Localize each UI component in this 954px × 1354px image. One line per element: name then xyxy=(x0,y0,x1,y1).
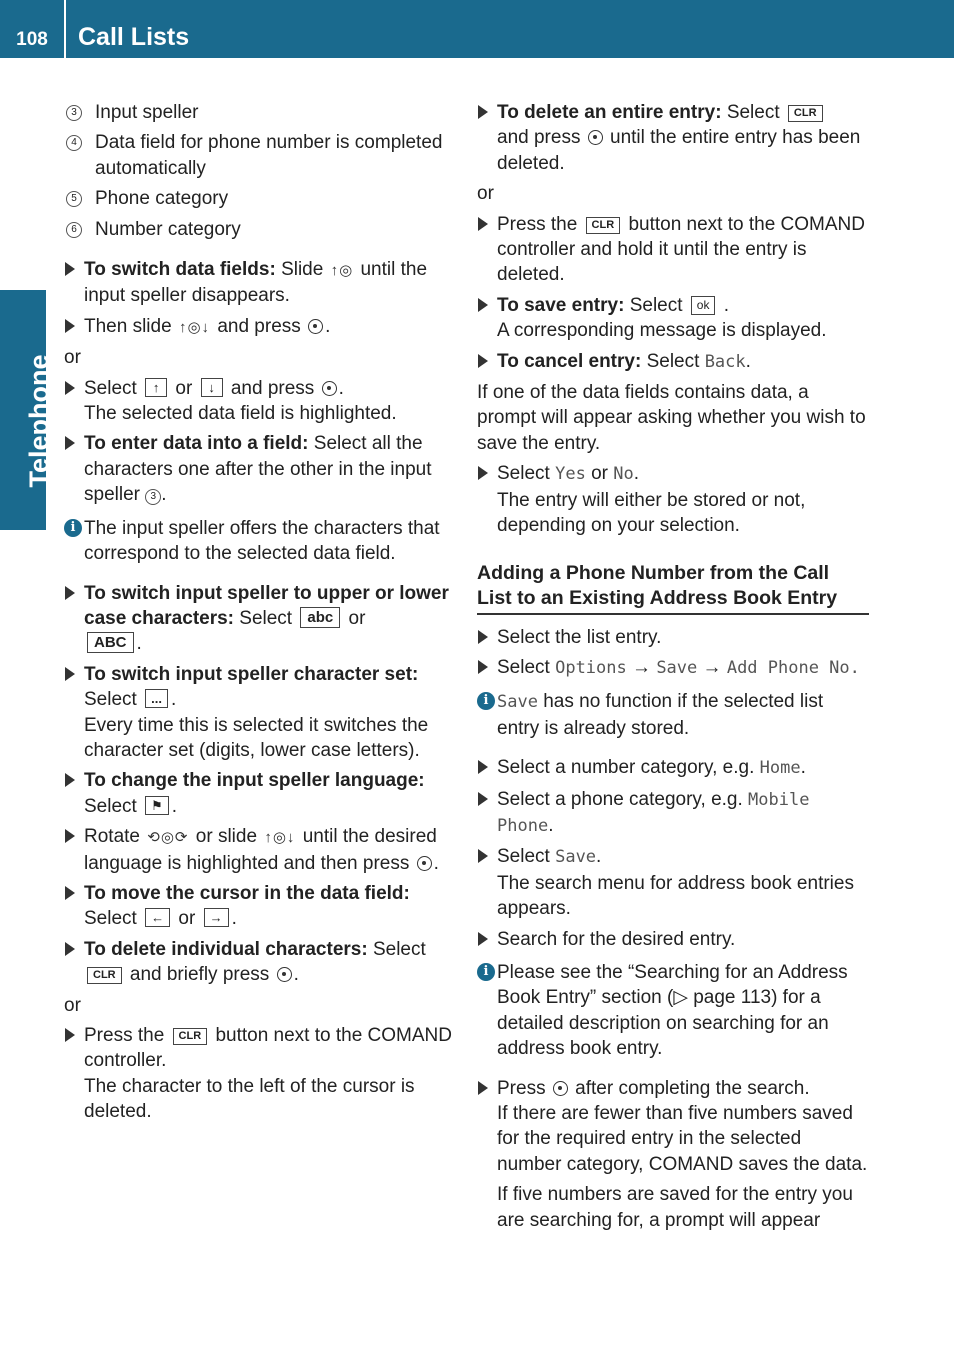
callout-number-icon: 3 xyxy=(66,105,82,121)
bullet-arrow-icon xyxy=(478,849,488,863)
controller-press-icon xyxy=(588,130,603,145)
arrow-left-key-icon: ← xyxy=(145,908,170,927)
uppercase-key: ABC xyxy=(87,632,134,653)
left-column xyxy=(64,100,456,1130)
legend-item: 6 Number category xyxy=(64,217,456,242)
arrow-up-key-icon: ↑ xyxy=(145,378,167,397)
or-text: or xyxy=(64,347,81,369)
instruction-item: To cancel entry: Select Back. xyxy=(477,349,869,375)
arrow-right-key-icon: → xyxy=(204,908,229,927)
bullet-arrow-icon xyxy=(65,829,75,843)
section-heading: Adding a Phone Number from the Call List to an Existing Address Book Entry xyxy=(477,561,869,615)
instruction-item: To change the input speller language: Select ⚑ . xyxy=(64,768,456,819)
info-note: i Save has no function if the selected list entry is already stored. xyxy=(477,689,869,741)
controller-slide-updown-icon: ↑◎↓ xyxy=(264,829,296,847)
instruction-item: Press after completing the search. If there are fewer than five numbers saved for the required entry in the selected number category, COMAND saves the data. If five numbers are saved for the entry you are searching for, a prompt will appear xyxy=(477,1076,869,1233)
bullet-arrow-icon xyxy=(478,630,488,644)
clr-key: CLR xyxy=(586,217,621,234)
bullet-arrow-icon xyxy=(478,660,488,674)
bullet-arrow-icon xyxy=(65,436,75,450)
page-number: 108 xyxy=(16,29,48,50)
instruction-item: Select Save. The search menu for address book entries appears. xyxy=(477,844,869,921)
instruction-item: Select Options → Save → Add Phone No. xyxy=(477,655,869,681)
instruction-item: Press the CLR button next to the COMAND controller. The character to the left of the cursor is deleted. xyxy=(64,1023,456,1125)
section-tab-label: Telephone xyxy=(24,354,54,488)
instruction-item: To delete individual characters: Select CLR and briefly press . xyxy=(64,937,456,988)
bullet-arrow-icon xyxy=(65,1028,75,1042)
instruction-item: Then slide ↑◎↓ and press . xyxy=(64,314,456,340)
bullet-arrow-icon xyxy=(478,932,488,946)
or-text: or xyxy=(64,994,81,1016)
info-icon: i xyxy=(477,963,495,981)
bullet-arrow-icon xyxy=(478,354,488,368)
bullet-arrow-icon xyxy=(478,217,488,231)
menu-item-add-phone-no: Add Phone No. xyxy=(726,657,860,678)
bullet-arrow-icon xyxy=(478,466,488,480)
instruction-item: To delete an entire entry: Select CLR and press until the entire entry has been deleted. xyxy=(477,100,869,176)
instruction-item: Select ↑ or ↓ and press . The selected data field is highlighted. xyxy=(64,376,456,427)
ok-key: ok xyxy=(691,296,716,315)
controller-press-icon xyxy=(553,1081,568,1096)
instruction-item: Select a phone category, e.g. Mobile Phone. xyxy=(477,787,869,840)
right-column xyxy=(477,100,869,1238)
bullet-arrow-icon xyxy=(65,942,75,956)
menu-item-yes: Yes xyxy=(555,464,586,485)
bullet-arrow-icon xyxy=(65,886,75,900)
clr-key: CLR xyxy=(173,1028,208,1045)
instruction-item: To save entry: Select ok . A corresponding message is displayed. xyxy=(477,293,869,344)
instruction-item: Search for the desired entry. xyxy=(477,927,869,952)
clr-key: CLR xyxy=(87,967,122,984)
info-note: i Please see the “Searching for an Address Book Entry” section (▷ page 113) for a detailed description on searching for an address book entry. xyxy=(477,960,869,1062)
menu-item-back: Back xyxy=(704,351,746,372)
bullet-arrow-icon xyxy=(478,105,488,119)
controller-press-icon xyxy=(417,856,432,871)
instruction-item: Rotate ⟲◎⟳ or slide ↑◎↓ until the desired language is highlighted and then press . xyxy=(64,824,456,876)
instruction-item: To switch data fields: Slide ↑◎ until the input speller disappears. xyxy=(64,257,456,309)
controller-slide-updown-icon: ↑◎↓ xyxy=(178,318,211,336)
bullet-arrow-icon xyxy=(65,262,75,276)
menu-item-save: Save xyxy=(656,657,698,678)
bullet-arrow-icon xyxy=(65,773,75,787)
menu-item-mobile-phone: Mobile Phone xyxy=(497,789,810,836)
controller-press-icon xyxy=(308,319,323,334)
instruction-item: Select a number category, e.g. Home. xyxy=(477,755,869,781)
menu-item-no: No xyxy=(613,464,634,485)
bullet-arrow-icon xyxy=(65,381,75,395)
bullet-arrow-icon xyxy=(478,298,488,312)
controller-slide-up-icon: ↑◎ xyxy=(330,262,354,280)
instruction-item: Select Yes or No. The entry will either be stored or not, depending on your selection. xyxy=(477,461,869,538)
instruction-item: Press the CLR button next to the COMAND controller and hold it until the entry is deleted. xyxy=(477,212,869,288)
bullet-arrow-icon xyxy=(478,792,488,806)
callout-number-icon: 6 xyxy=(66,222,82,238)
legend-item: 5 Phone category xyxy=(64,186,456,211)
instruction-item: Select the list entry. xyxy=(477,625,869,650)
controller-press-icon xyxy=(322,381,337,396)
bullet-arrow-icon xyxy=(478,760,488,774)
lowercase-key: abc xyxy=(300,607,340,628)
menu-item-save: Save xyxy=(555,847,597,868)
controller-press-icon xyxy=(277,967,292,982)
paragraph: If one of the data fields contains data, a prompt will appear asking whether you wish to save the entry. xyxy=(477,382,866,454)
menu-item-save: Save xyxy=(497,692,538,713)
flag-icon: ⚑ xyxy=(145,796,169,815)
arrow-down-key-icon: ↓ xyxy=(201,378,223,397)
callout-number-icon: 5 xyxy=(66,191,82,207)
page-title: Call Lists xyxy=(78,23,190,51)
menu-item-home: Home xyxy=(759,758,801,779)
clr-key: CLR xyxy=(788,105,823,122)
legend-item: 4 Data field for phone number is completed automatically xyxy=(64,130,456,181)
menu-item-options: Options xyxy=(555,657,627,678)
instruction-item: To enter data into a field: Select all the characters one after the other in the input speller 3 . xyxy=(64,431,456,507)
bullet-arrow-icon xyxy=(65,319,75,333)
page-header xyxy=(0,0,954,58)
or-text: or xyxy=(477,183,494,205)
header-divider xyxy=(64,0,66,58)
instruction-item: To switch input speller to upper or lower case characters: Select abc or ABC . xyxy=(64,581,456,657)
bullet-arrow-icon xyxy=(65,586,75,600)
controller-rotate-icon: ⟲◎⟳ xyxy=(147,829,189,847)
bullet-arrow-icon xyxy=(478,1081,488,1095)
callout-number-icon: 4 xyxy=(66,135,82,151)
legend-item: 3 Input speller xyxy=(64,100,456,125)
bullet-arrow-icon xyxy=(65,667,75,681)
instruction-item: To move the cursor in the data field: Select ← or → . xyxy=(64,881,456,932)
info-note: i The input speller offers the characters that correspond to the selected data field. xyxy=(64,516,456,567)
instruction-item: To switch input speller character set: Select ... . Every time this is selected it switches the character set (digits, lower case letters). xyxy=(64,662,456,764)
info-icon: i xyxy=(64,519,82,537)
callout-number-icon: 3 xyxy=(145,489,161,505)
charset-key: ... xyxy=(145,689,168,708)
info-icon: i xyxy=(477,692,495,710)
